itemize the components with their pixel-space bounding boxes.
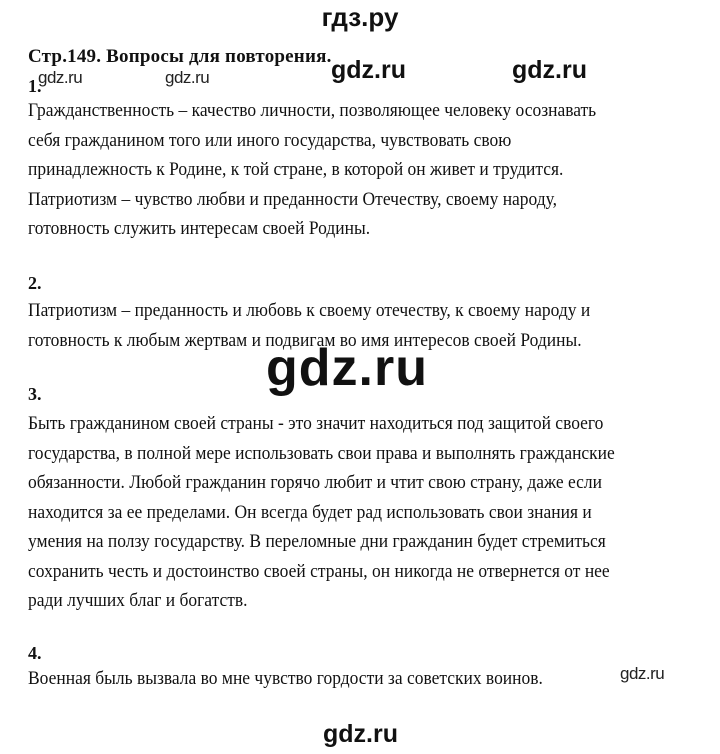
answer-line: принадлежность к Родине, к той стране, в которой он живет и трудится.: [28, 159, 564, 180]
watermark-center: gdz.ru: [266, 339, 428, 397]
watermark: gdz.ru: [38, 68, 83, 87]
answer-line: Гражданственность – качество личности, позволяющее человеку осознавать: [28, 100, 597, 121]
answer-line: Быть гражданином своей страны - это значит находиться под защитой своего: [28, 413, 604, 434]
answer-line: готовность служить интересам своей Родины.: [28, 218, 371, 239]
answer-line: Патриотизм – преданность и любовь к своему отечеству, к своему народу и: [28, 300, 591, 321]
watermark: gdz.ru: [331, 56, 406, 84]
answer-line: ради лучших благ и богатств.: [28, 590, 248, 611]
page-title: Стр.149. Вопросы для повторения.: [28, 46, 332, 67]
answer-line: Военная быль вызвала во мне чувство гордости за советских воинов.: [28, 668, 543, 689]
answer-line: умения на ползу государству. В переломные дни гражданин будет стремиться: [28, 531, 606, 552]
answer-line: сохранить честь и достоинство своей страны, он никогда не отвернется от нее: [28, 560, 610, 582]
watermark: gdz.ru: [620, 664, 665, 683]
answer-line: себя гражданином того или иного государства, чувствовать свою: [28, 129, 512, 151]
question-number-4: 4.: [28, 643, 42, 663]
answer-line: готовность к любым жертвам и подвигам во имя интересов своей Родины.: [28, 329, 582, 351]
question-number-1: 1.: [28, 76, 42, 96]
answer-line: государства, в полной мере использовать свои права и выполнять гражданские: [28, 442, 615, 464]
answer-line: находится за ее пределами. Он всегда будет рад использовать свои знания и: [28, 501, 592, 523]
watermark-bottom: gdz.ru: [323, 720, 398, 748]
watermark: gdz.ru: [512, 56, 587, 84]
answer-1: [28, 96, 596, 244]
site-brand: гдз.ру: [321, 2, 399, 32]
answer-4: [28, 664, 543, 694]
watermark: gdz.ru: [165, 68, 210, 87]
question-number-3: 3.: [28, 384, 42, 404]
answer-line: Патриотизм – чувство любви и преданности Отечеству, своему народу,: [28, 188, 558, 210]
answer-3: [28, 409, 615, 616]
answer-line: обязанности. Любой гражданин горячо любит и чтит свою страну, даже если: [28, 472, 603, 493]
question-number-2: 2.: [28, 273, 42, 293]
